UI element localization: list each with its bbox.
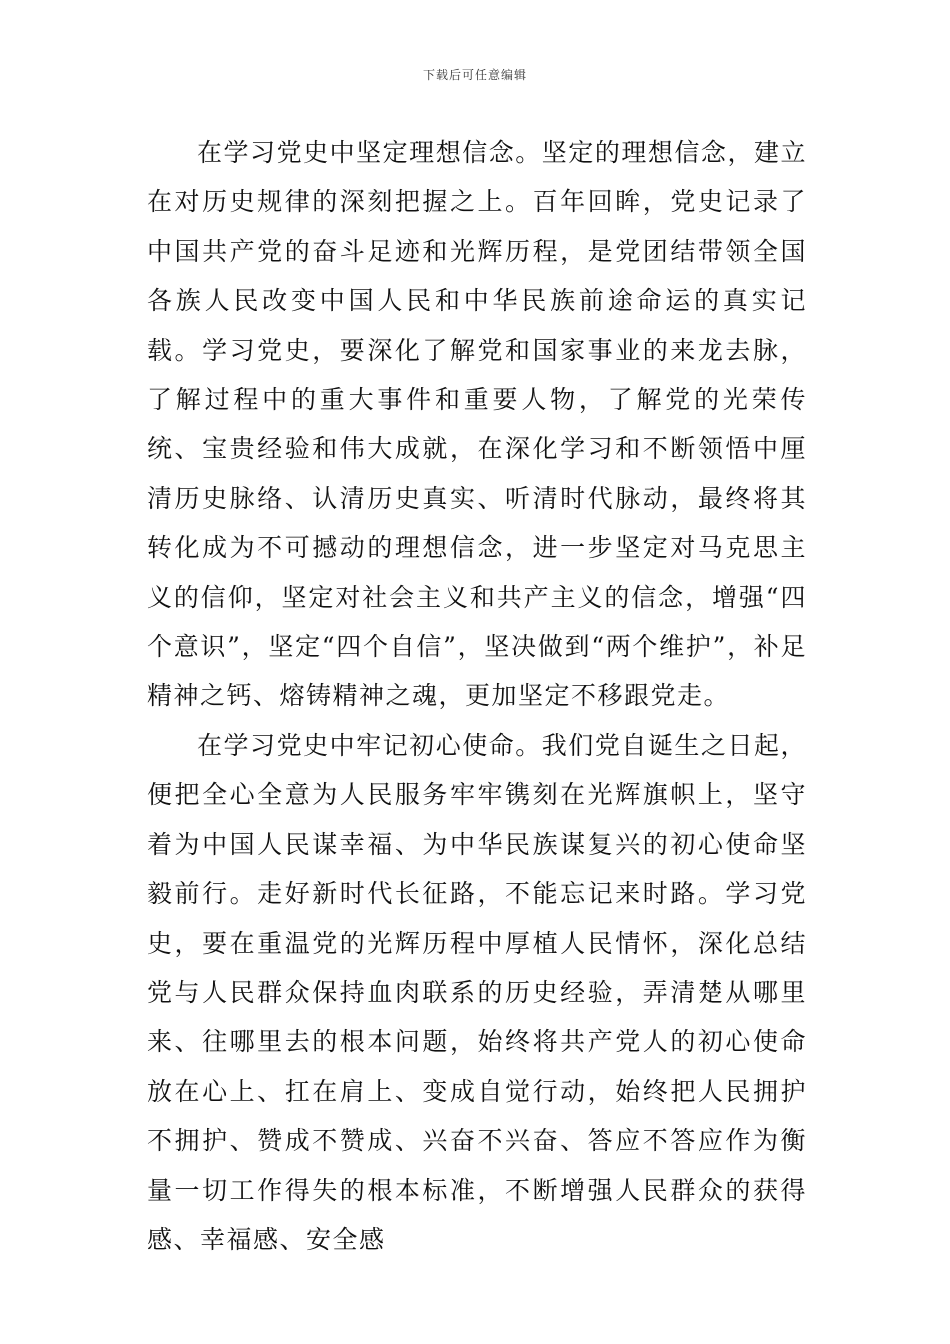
paragraph-original-mission: 在学习党史中牢记初心使命。我们党自诞生之日起，便把全心全意为人民服务牢牢镌刻在光辉旗帜上，坚守着为中国人民谋幸福、为中华民族谋复兴的初心使命坚毅前行。走好新时代长征路，不能忘记来时路。学习党史，要在重温党的光辉历程中厚植人民情怀，深化总结党与人民群众保持血肉联系的历史经验，弄清楚从哪里来、往哪里去的根本问题，始终将共产党人的初心使命放在心上、扛在肩上、变成自觉行动，始终把人民拥护不拥护、赞成不赞成、兴奋不兴奋、答应不答应作为衡量一切工作得失的根本标准，不断增强人民群众的获得感、幸福感、安全感	[147, 730, 807, 1254]
header-note: 下载后可任意编辑	[422, 68, 527, 82]
paragraph-ideals-beliefs: 在学习党史中坚定理想信念。坚定的理想信念，建立在对历史规律的深刻把握之上。百年回眸，党史记录了中国共产党的奋斗足迹和光辉历程，是党团结带领全国各族人民改变中国人民和中华民族前途命运的真实记载。学习党史，要深化了解党和国家事业的来龙去脉，了解过程中的重大事件和重要人物，了解党的光荣传统、宝贵经验和伟大成就，在深化学习和不断领悟中厘清历史脉络、认清历史真实、听清时代脉动，最终将其转化成为不可撼动的理想信念，进一步坚定对马克思主义的信仰，坚定对社会主义和共产主义的信念，增强“四个意识”，坚定“四个自信”，坚决做到“两个维护”，补足精神之钙、熔铸精神之魂，更加坚定不移跟党走。	[147, 138, 807, 711]
document-body	[147, 128, 807, 1264]
